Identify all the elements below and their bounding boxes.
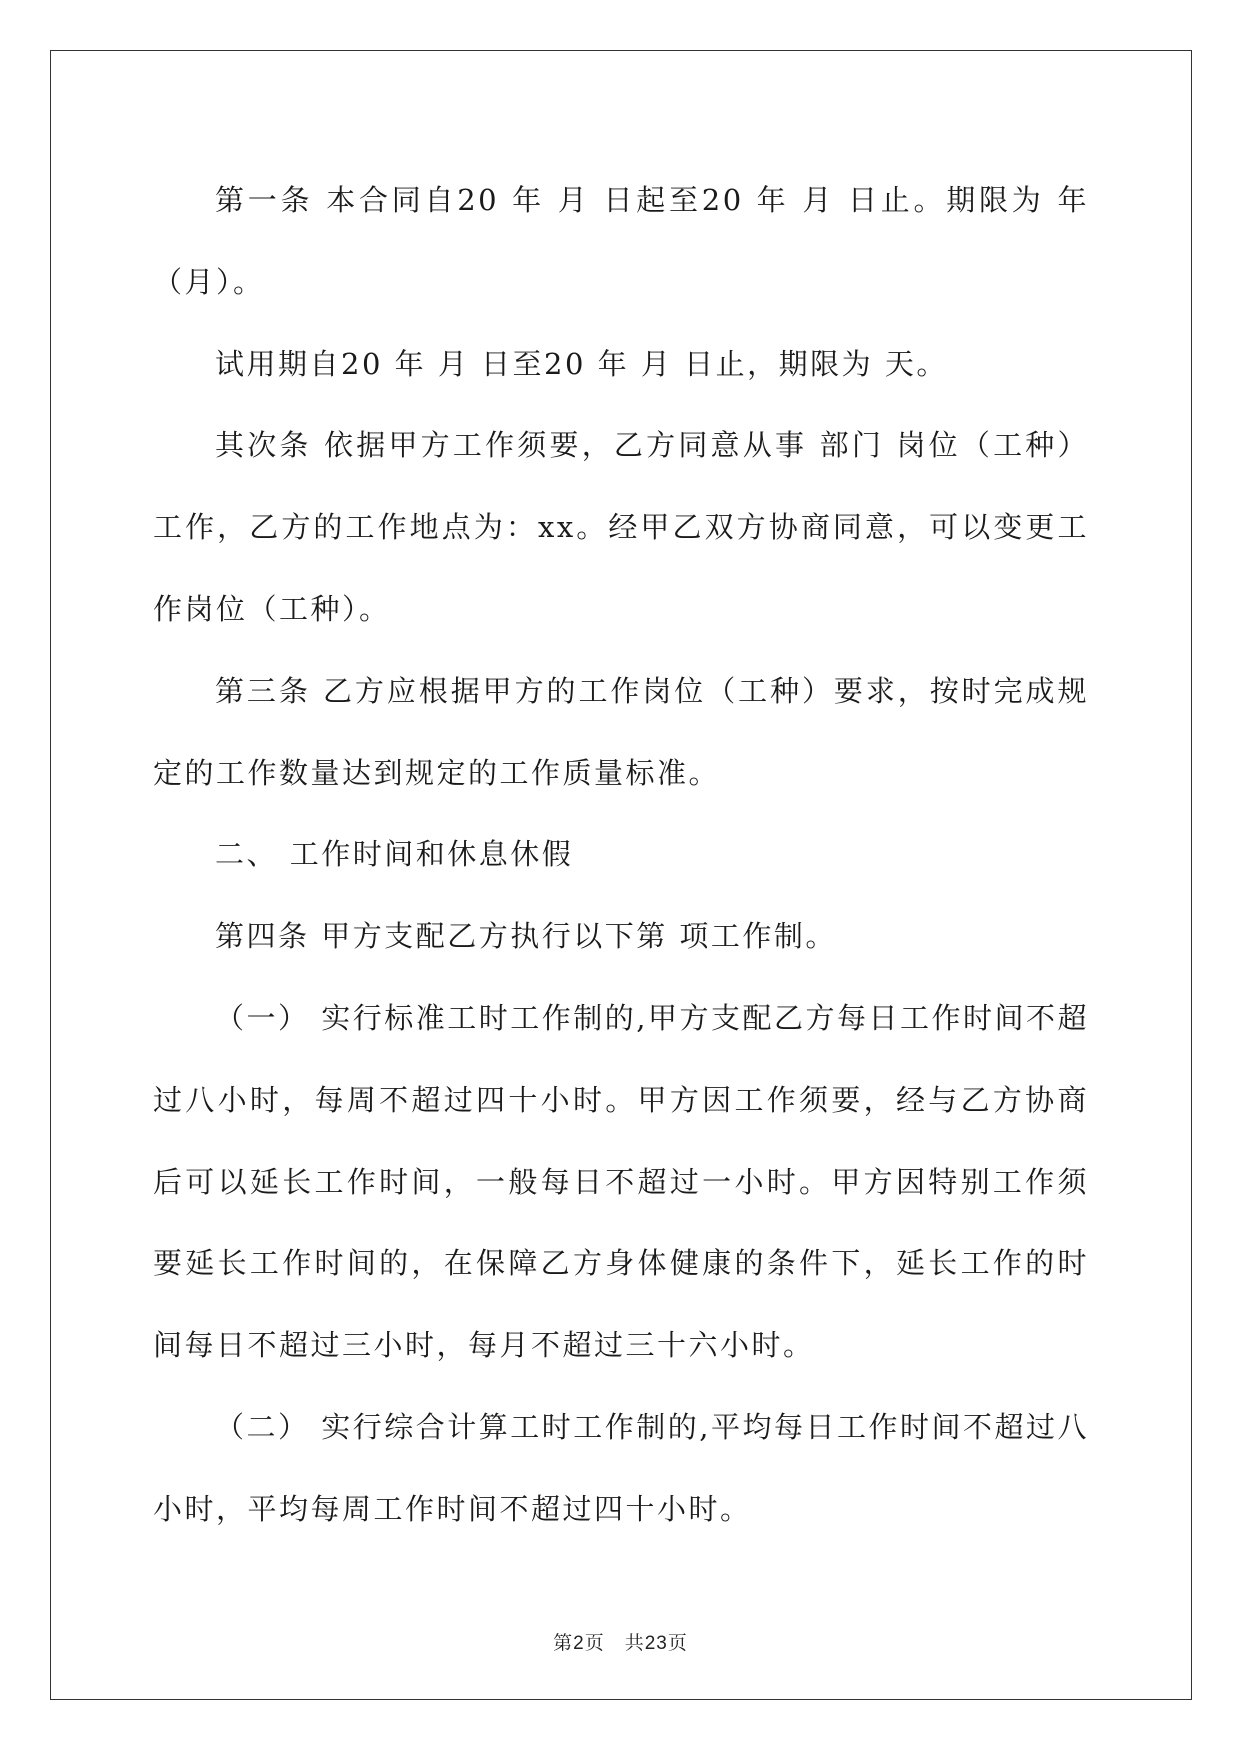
article-2-paragraph: 其次条 依据甲方工作须要，乙方同意从事 部门 岗位（工种）工作，乙方的工作地点为：xx。经甲乙双方协商同意，可以变更工作岗位（工种）。 [153, 428, 1089, 626]
probation-paragraph: 试用期自20 年 月 日至20 年 月 日止，期限为 天。 [215, 346, 948, 381]
article-3-paragraph: 第三条 乙方应根据甲方的工作岗位（工种）要求，按时完成规定的工作数量达到规定的工作质量标准。 [153, 673, 1089, 790]
standard-hours-paragraph: （一） 实行标准工时工作制的,甲方支配乙方每日工作时间不超过八小时，每周不超过四十小时。甲方因工作须要，经与乙方协商后可以延长工作时间，一般每日不超过一小时。甲方因特别工作须要延长工作时间的，在保障乙方身体健康的条件下，延长工作的时间每日不超过三小时，每月不超过三十六小时。 [153, 1000, 1089, 1363]
current-page-number: 2 [573, 1633, 585, 1654]
page-prefix: 第 [553, 1632, 574, 1654]
article-4-paragraph: 第四条 甲方支配乙方执行以下第 项工作制。 [215, 919, 837, 954]
document-body [153, 160, 1089, 1551]
article-1-paragraph: 第一条 本合同自20 年 月 日起至20 年 月 日止。期限为 年（月）。 [153, 183, 1089, 299]
page-mid: 页 共 [584, 1632, 645, 1654]
section-heading-work-hours: 二、 工作时间和休息休假 [215, 837, 574, 872]
page-number-footer [0, 1628, 1241, 1655]
page-suffix: 页 [667, 1632, 688, 1654]
total-page-number: 23 [644, 1633, 668, 1654]
comprehensive-hours-paragraph: （二） 实行综合计算工时工作制的,平均每日工作时间不超过八小时，平均每周工作时间不超过四十小时。 [153, 1409, 1089, 1526]
